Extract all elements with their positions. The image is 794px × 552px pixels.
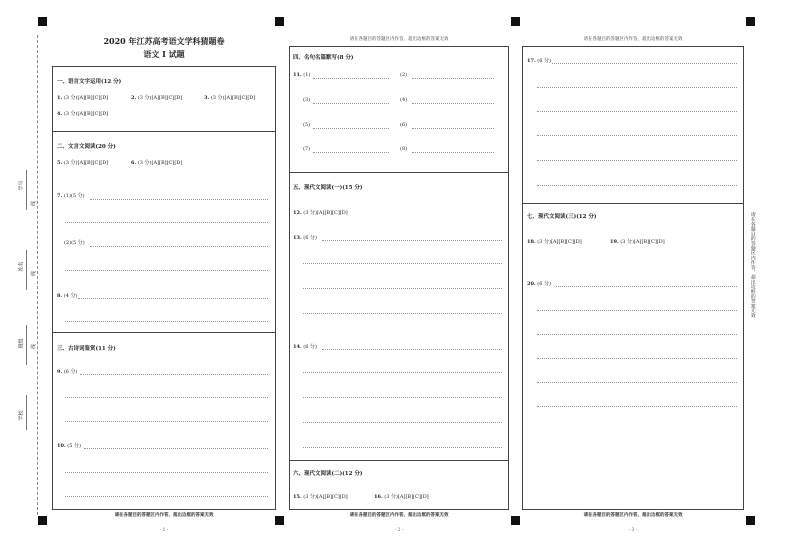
notice-side: 请在各题目的答题区内作答，超出边框的答案无效 — [749, 212, 755, 318]
answer-line[interactable] — [412, 128, 494, 129]
registration-mark — [746, 17, 755, 26]
answer-line[interactable] — [322, 240, 502, 241]
answer-panel-3 — [522, 46, 744, 510]
answer-line[interactable] — [65, 321, 268, 322]
answer-line[interactable] — [303, 372, 502, 373]
answer-line[interactable] — [313, 103, 389, 104]
section-divider — [522, 203, 744, 204]
binding-label-student-id: 学号 — [18, 180, 25, 191]
binding-underline — [26, 325, 27, 365]
binding-underline — [26, 250, 27, 290]
notice-footer-1: 请在各题目的答题区内作答，超出边框的答案无效 — [114, 513, 214, 518]
question-1[interactable]: 1. (3 分)[A][B][C][D] — [57, 95, 109, 101]
section-title-5: 五、现代文阅读(一)(15 分) — [293, 185, 363, 191]
answer-line[interactable] — [412, 78, 494, 79]
binding-line — [37, 35, 38, 515]
answer-line[interactable] — [537, 185, 737, 186]
answer-line[interactable] — [303, 397, 502, 398]
question-18[interactable]: 18. (3 分)[A][B][C][D] — [527, 239, 582, 245]
question-10: 10. (5 分) — [57, 443, 81, 449]
answer-line[interactable] — [303, 447, 502, 448]
binding-label-name: 姓名 — [18, 261, 25, 272]
blank-4: (4) — [400, 97, 408, 103]
answer-line[interactable] — [537, 382, 737, 383]
answer-line[interactable] — [303, 288, 502, 289]
answer-line[interactable] — [537, 406, 737, 407]
binding-underline — [26, 395, 27, 430]
question-7-part-2: (2)(5 分) — [64, 240, 85, 246]
answer-line[interactable] — [552, 63, 737, 64]
notice-footer-3: 请在各题目的答题区内作答，超出边框的答案无效 — [583, 513, 683, 518]
notice-header-3: 请在各题目的答题区内作答，超出边框的答案无效 — [583, 37, 683, 42]
answer-line[interactable] — [90, 199, 268, 200]
blank-5: (5) — [303, 122, 311, 128]
question-14: 14. (6 分) — [293, 344, 317, 350]
question-15[interactable]: 15. (3 分)[A][B][C][D] — [293, 494, 348, 500]
question-13: 13. (6 分) — [293, 235, 317, 241]
answer-panel-2 — [289, 46, 509, 510]
answer-line[interactable] — [90, 246, 268, 247]
question-17: 17. (6 分) — [527, 58, 551, 64]
answer-line[interactable] — [65, 496, 268, 497]
section-title-3: 三、古诗词鉴赏(11 分) — [57, 346, 116, 352]
binding-fold-mark: 线 — [31, 200, 38, 207]
question-19[interactable]: 19. (3 分)[A][B][C][D] — [610, 239, 665, 245]
blank-6: (6) — [400, 122, 408, 128]
question-16[interactable]: 16. (3 分)[A][B][C][D] — [374, 494, 429, 500]
binding-label-class: 班级 — [18, 338, 25, 349]
question-2[interactable]: 2. (3 分)[A][B][C][D] — [131, 95, 183, 101]
section-title-1: 一、语言文字运用(12 分) — [57, 79, 122, 85]
registration-mark — [38, 17, 47, 26]
answer-line[interactable] — [65, 270, 268, 271]
answer-line[interactable] — [78, 298, 268, 299]
answer-line[interactable] — [537, 358, 737, 359]
answer-line[interactable] — [537, 334, 737, 335]
answer-line[interactable] — [65, 472, 268, 473]
question-8: 8. (4 分) — [57, 293, 78, 299]
page-subtitle: 语文 Ⅰ 试题 — [143, 49, 185, 59]
question-9: 9. (6 分) — [57, 369, 78, 375]
question-4[interactable]: 4. (3 分)[A][B][C][D] — [57, 111, 109, 117]
answer-line[interactable] — [65, 222, 268, 223]
question-6[interactable]: 6. (3 分)[A][B][C][D] — [131, 160, 183, 166]
answer-line[interactable] — [537, 160, 737, 161]
page-number-2: - 2 - — [394, 528, 404, 533]
answer-line[interactable] — [65, 397, 268, 398]
answer-line[interactable] — [412, 152, 494, 153]
page-title: 2020 年江苏高考语文学科猜题卷 — [103, 36, 225, 46]
registration-mark — [746, 516, 755, 525]
registration-mark — [38, 516, 47, 525]
answer-line[interactable] — [303, 422, 502, 423]
section-title-2: 二、文言文阅读(20 分) — [57, 144, 116, 150]
answer-line[interactable] — [537, 111, 737, 112]
answer-line[interactable] — [537, 87, 737, 88]
page-number-3: - 3 - — [628, 528, 638, 533]
answer-line[interactable] — [84, 448, 268, 449]
question-12[interactable]: 12. (3 分)[A][B][C][D] — [293, 210, 348, 216]
blank-3: (3) — [303, 97, 311, 103]
answer-line[interactable] — [537, 135, 737, 136]
answer-line[interactable] — [412, 103, 494, 104]
registration-mark — [275, 17, 284, 26]
registration-mark — [511, 17, 520, 26]
section-title-7: 七、现代文阅读(三)(12 分) — [527, 214, 597, 220]
page-number-1: - 1 - — [159, 528, 169, 533]
binding-label-school: 学校 — [18, 410, 25, 421]
answer-line[interactable] — [80, 374, 268, 375]
answer-line[interactable] — [322, 349, 502, 350]
answer-line[interactable] — [313, 152, 389, 153]
question-5[interactable]: 5. (3 分)[A][B][C][D] — [57, 160, 109, 166]
answer-line[interactable] — [556, 286, 737, 287]
registration-mark — [275, 516, 284, 525]
section-divider — [289, 460, 509, 461]
section-title-6: 六、现代文阅读(二)(12 分) — [293, 471, 363, 477]
notice-footer-2: 请在各题目的答题区内作答，超出边框的答案无效 — [349, 513, 449, 518]
answer-line[interactable] — [313, 128, 389, 129]
answer-line[interactable] — [65, 421, 268, 422]
answer-line[interactable] — [303, 263, 502, 264]
answer-panel-1 — [52, 66, 276, 510]
binding-fold-mark: 线 — [31, 343, 38, 350]
answer-line[interactable] — [313, 78, 389, 79]
question-7: 7. (1)(5 分) — [57, 193, 85, 199]
answer-line[interactable] — [303, 313, 502, 314]
question-3[interactable]: 3. (3 分)[A][B][C][D] — [204, 95, 256, 101]
binding-fold-mark: 线 — [31, 270, 38, 277]
answer-line[interactable] — [537, 310, 737, 311]
blank-7: (7) — [303, 146, 311, 152]
section-title-4: 四、名句名篇默写(8 分) — [293, 55, 354, 61]
notice-header-2: 请在各题目的答题区内作答，超出边框的答案无效 — [349, 37, 449, 42]
blank-2: (2) — [400, 72, 408, 78]
question-20: 20. (6 分) — [527, 281, 551, 287]
binding-underline — [26, 170, 27, 210]
question-11: 11. (1) — [293, 72, 311, 78]
section-divider — [52, 131, 276, 132]
section-divider — [289, 172, 509, 173]
section-divider — [52, 332, 276, 333]
registration-mark — [511, 516, 520, 525]
blank-8: (8) — [400, 146, 408, 152]
